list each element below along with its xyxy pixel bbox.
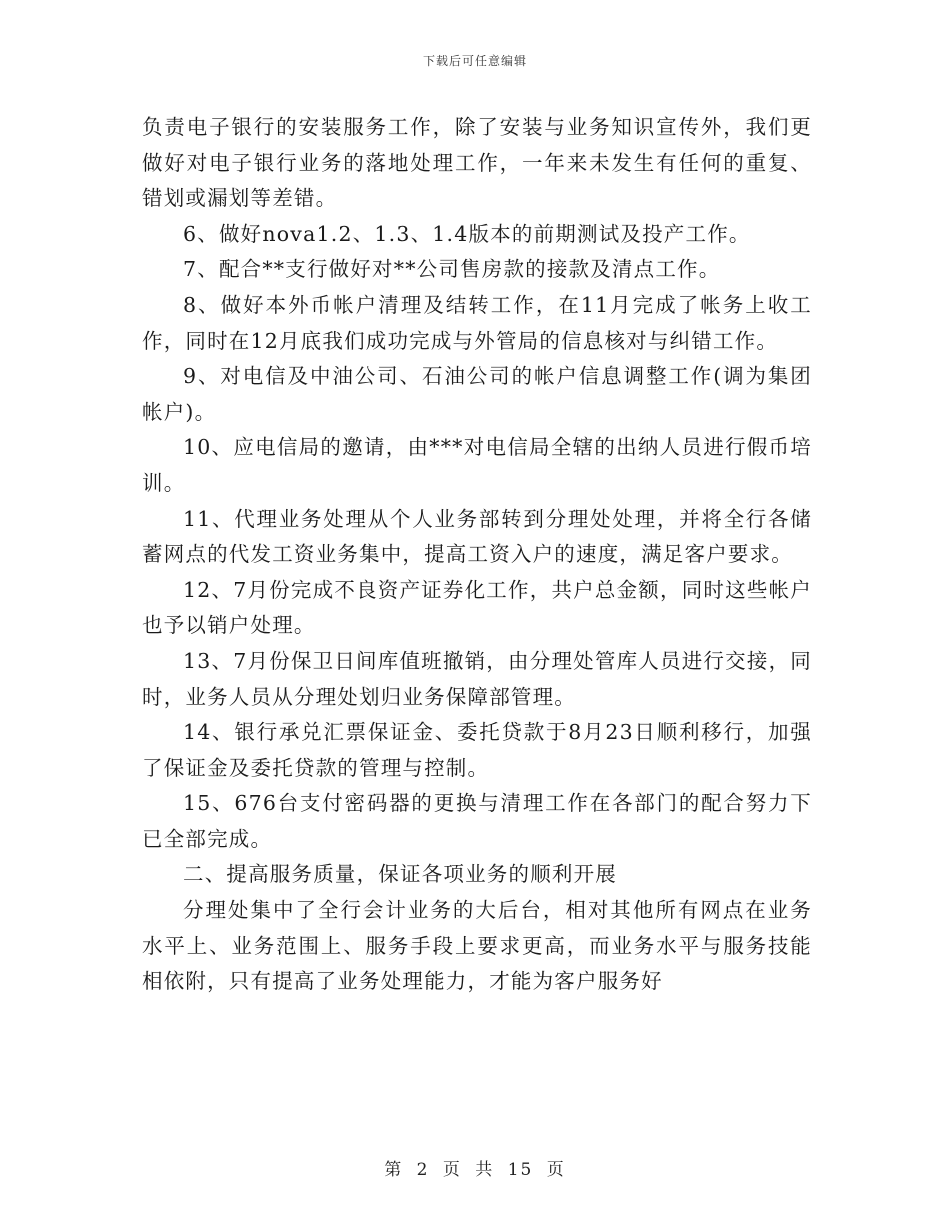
paragraph-6: 11、代理业务处理从个人业务部转到分理处处理，并将全行各储蓄网点的代发工资业务集中，提高工资入户的速度，满足客户要求。 [142, 506, 812, 567]
page-number: 第 2 页 共 15 页 [384, 1160, 566, 1180]
document-body [142, 110, 812, 1000]
paragraph-10: 15、676台支付密码器的更换与清理工作在各部门的配合努力下已全部完成。 [142, 791, 812, 851]
paragraph-0: 负责电子银行的安装服务工作，除了安装与业务知识宣传外，我们更做好对电子银行业务的落地处理工作，一年来未发生有任何的重复、错划或漏划等差错。 [142, 115, 812, 211]
paragraph-1: 6、做好nova1.2、1.3、1.4版本的前期测试及投产工作。 [183, 221, 751, 246]
paragraph-2: 7、配合**支行做好对**公司售房款的接款及清点工作。 [183, 257, 721, 282]
paragraph-8: 13、7月份保卫日间库值班撤销，由分理处管库人员进行交接，同时，业务人员从分理处划归业务保障部管理。 [142, 648, 812, 709]
paragraph-7: 12、7月份完成不良资产证券化工作，共户总金额，同时这些帐户也予以销户处理。 [142, 577, 812, 638]
paragraph-3: 8、做好本外币帐户清理及结转工作，在11月完成了帐务上收工作，同时在12月底我们成功完成与外管局的信息核对与纠错工作。 [142, 292, 812, 353]
paragraph-5: 10、应电信局的邀请，由***对电信局全辖的出纳人员进行假币培训。 [142, 435, 812, 495]
section-heading: 二、提高服务质量，保证各项业务的顺利开展 [183, 862, 617, 887]
paragraph-12: 分理处集中了全行会计业务的大后台，相对其他所有网点在业务水平上、业务范围上、服务手段上要求更高，而业务水平与服务技能相依附，只有提高了业务处理能力，才能为客户服务好 [142, 898, 812, 994]
page-header: 下载后可任意编辑 [422, 54, 527, 68]
paragraph-4: 9、对电信及中油公司、石油公司的帐户信息调整工作(调为集团帐户)。 [142, 364, 812, 424]
paragraph-9: 14、银行承兑汇票保证金、委托贷款于8月23日顺利移行，加强了保证金及委托贷款的管理与控制。 [142, 720, 812, 780]
